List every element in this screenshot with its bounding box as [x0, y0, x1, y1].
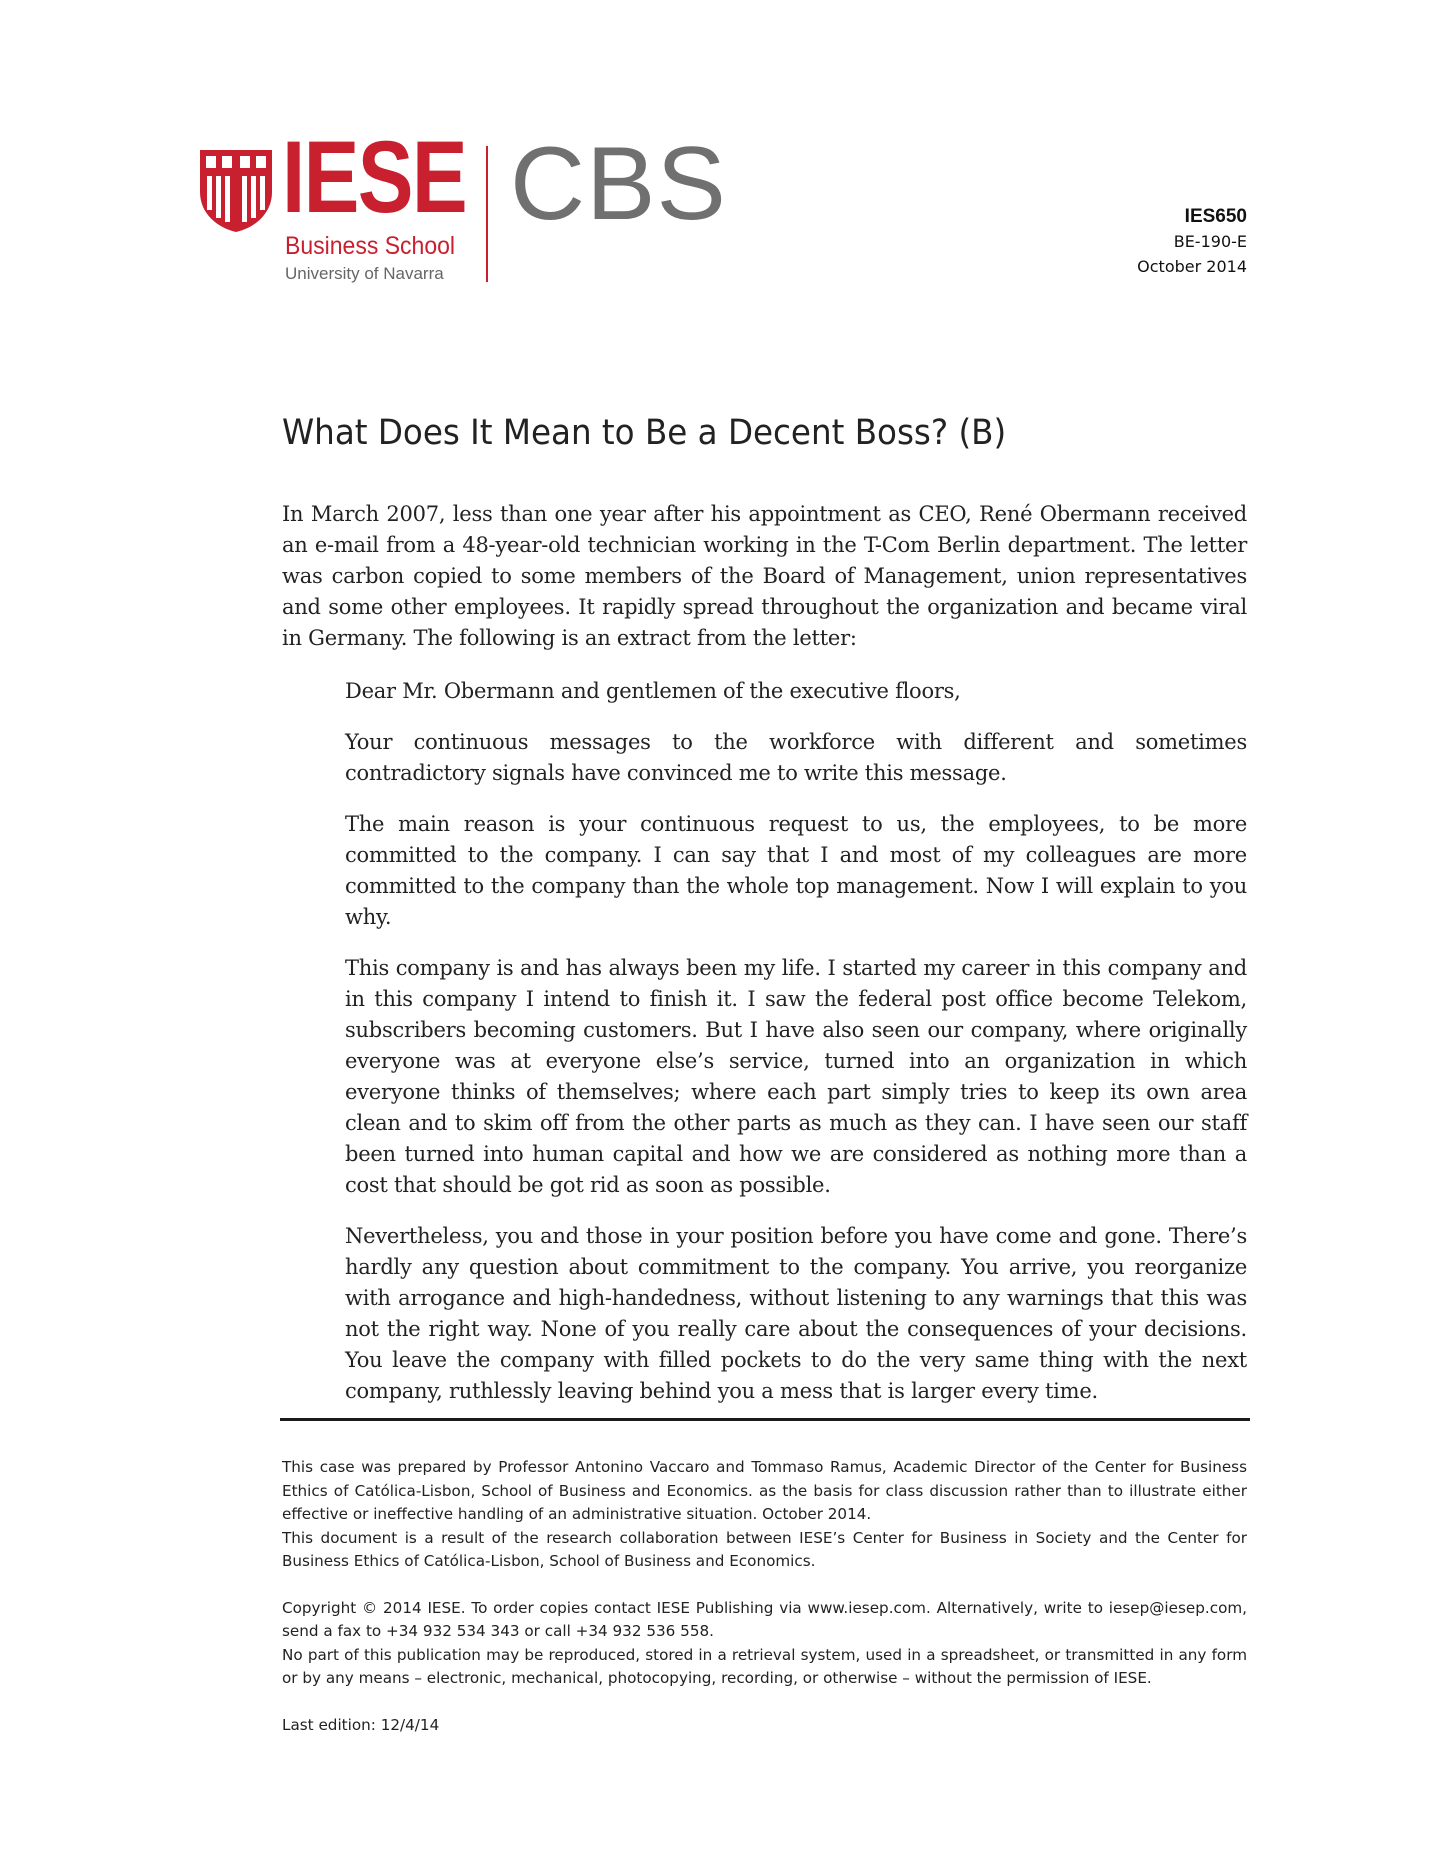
business-school-text: Business School [285, 232, 456, 260]
letter-paragraph: Your continuous messages to the workforce with different and sometimes contradictory signals have convinced me to write this message. [345, 730, 1247, 785]
footer-prepared-by: This case was prepared by Professor Antonino Vaccaro and Tommaso Ramus, Academic Director of the Center for Business Ethics of Católica-Lisbon, School of Business and Economics. as the basis for class discussion rather than to illustrate either effective or ineffective handling of an administrative situation. October 2014. [282, 1458, 1247, 1523]
case-code: IES650 [1184, 206, 1247, 227]
footer-last-edition: Last edition: 12/4/14 [282, 1715, 440, 1734]
footer-notes [282, 1456, 1247, 1737]
footer-collaboration: This document is a result of the research collaboration between IESE’s Center for Business in Society and the Center for Business Ethics of Católica-Lisbon, School of Business and Economics. [282, 1528, 1247, 1570]
footer-rights: No part of this publication may be reproduced, stored in a retrieval system, used in a spreadsheet, or transmitted in any form or by any means – electronic, mechanical, photocopying, recording, or otherwise – without the permission of IESE. [282, 1645, 1247, 1687]
iese-wordmark: IESE [282, 120, 467, 234]
case-identifier [1137, 204, 1247, 279]
iese-cbs-logo [198, 120, 727, 290]
letter-paragraph: The main reason is your continuous request to us, the employees, to be more committed to the company. I can say that I and most of my colleagues are more committed to the company than the whole top management. Now I will explain to you why. [345, 812, 1247, 929]
logo-divider [486, 146, 488, 282]
case-number: BE-190-E [1173, 232, 1247, 251]
document-title: What Does It Mean to Be a Decent Boss? (B) [282, 413, 1007, 453]
intro-paragraph: In March 2007, less than one year after his appointment as CEO, René Obermann received an e-mail from a 48-year-old technician working in the T-Com Berlin department. The letter was carbon copied to some members of the Board of Management, union representatives and some other employees. It rapidly spread throughout the organization and became viral in Germany. The following is an extract from the letter: [282, 502, 1247, 650]
letter-salutation: Dear Mr. Obermann and gentlemen of the executive floors, [345, 679, 961, 703]
cbs-wordmark: CBS [510, 126, 727, 242]
letter-paragraph: This company is and has always been my life. I started my career in this company and in this company I intend to finish it. I saw the federal post office become Telekom, subscribers becoming customers. But I have also seen our company, where originally everyone was at everyone else’s service, turned into an organization in which everyone thinks of themselves; where each part simply tries to keep its own area clean and to skim off from the other parts as much as they can. I have seen our staff been turned into human capital and how we are considered as nothing more than a cost that should be got rid as soon as possible. [345, 956, 1247, 1197]
university-text: University of Navarra [285, 264, 444, 283]
footer-copyright: Copyright © 2014 IESE. To order copies contact IESE Publishing via www.iesep.com. Alternatively, write to iesep@iesep.com, send a fax to +34 932 534 343 or call +34 932 536 558. [282, 1598, 1247, 1640]
footer-divider [280, 1418, 1250, 1421]
letter-extract [345, 676, 1247, 1427]
case-date: October 2014 [1137, 257, 1247, 276]
iese-shield-icon [198, 148, 274, 234]
letter-paragraph: Nevertheless, you and those in your position before you have come and gone. There’s hardly any question about commitment to the company. You arrive, you reorganize with arrogance and high-handedness, without listening to any warnings that this was not the right way. None of you really care about the consequences of your decisions. You leave the company with filled pockets to do the very same thing with the next company, ruthlessly leaving behind you a mess that is larger every time. [345, 1224, 1247, 1403]
